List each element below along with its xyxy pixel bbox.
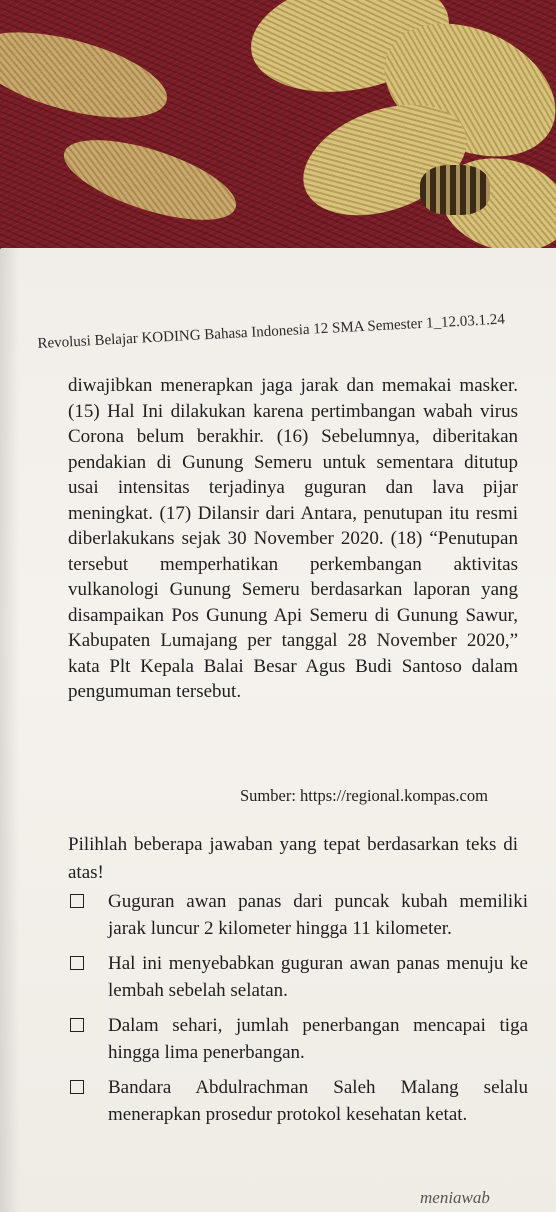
fabric-flower-petal — [0, 15, 176, 134]
page-edge-shadow — [0, 248, 20, 1212]
checkbox-icon[interactable] — [70, 956, 84, 970]
answer-option-label: Dalam sehari, jumlah penerbangan mencapai tiga hingga lima penerbangan. — [108, 1015, 528, 1063]
answer-option[interactable] — [68, 950, 528, 1004]
checkbox-icon[interactable] — [70, 1080, 84, 1094]
answer-options — [68, 888, 528, 1136]
book-page — [0, 248, 556, 1212]
checkbox-icon[interactable] — [70, 894, 84, 908]
checkbox-icon[interactable] — [70, 1018, 84, 1032]
cut-off-footer-text: meniawab — [420, 1188, 490, 1207]
page-header: Revolusi Belajar KODING Bahasa Indonesia 12 SMA Semester 1_12.03.1.24 — [37, 311, 506, 353]
question-prompt: Pilihlah beberapa jawaban yang tepat berdasarkan teks di atas! — [68, 834, 518, 883]
answer-option-label: Hal ini menyebabkan guguran awan panas menuju ke lembah sebelah selatan. — [108, 953, 528, 1001]
answer-option-label: Guguran awan panas dari puncak kubah memiliki jarak luncur 2 kilometer hingga 11 kilometer. — [108, 891, 528, 939]
passage-text: diwajibkan menerapkan jaga jarak dan memakai masker. (15) Hal Ini dilakukan karena pertimbangan wabah virus Corona belum berakhir. (16) Sebelumnya, diberitakan pendakian di Gunung Semeru untuk sementara ditutup usai intensitas terjadinya guguran dan lava pijar meningkat. (17) Dilansir dari Antara, penutupan itu resmi diberlakukans sejak 30 November 2020. (18) “Penutupan tersebut memperhatikan perkembangan aktivitas vulkanologi Gunung Semeru berdasarkan laporan yang disampaikan Pos Gunung Api Semeru di Gunung Sawur, Kabupaten Lumajang per tanggal 28 November 2020,” kata Plt Kepala Balai Besar Agus Budi Santoso dalam pengumuman tersebut. — [68, 375, 518, 702]
answer-option[interactable] — [68, 888, 528, 942]
fabric-flower-center — [420, 165, 490, 215]
answer-option[interactable] — [68, 1012, 528, 1066]
passage-source: Sumber: https://regional.kompas.com — [240, 786, 488, 805]
answer-option-label: Bandara Abdulrachman Saleh Malang selalu menerapkan prosedur protokol kesehatan ketat. — [108, 1077, 528, 1125]
answer-option[interactable] — [68, 1074, 528, 1128]
fabric-flower-petal — [55, 124, 245, 237]
